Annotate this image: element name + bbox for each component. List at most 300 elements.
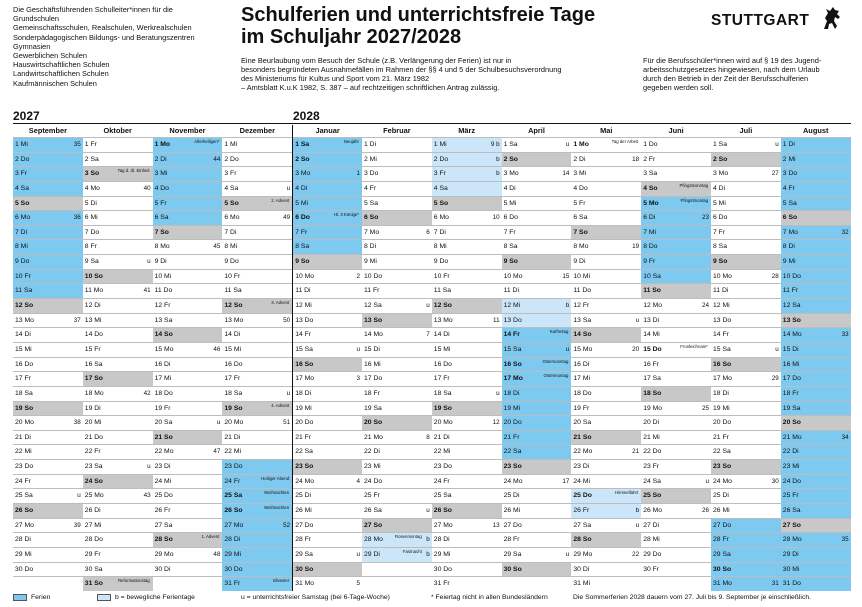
day-cell [222,210,292,225]
day-cell [222,225,292,240]
month-header: Juni [668,126,684,135]
day-cell [222,415,292,430]
day-cell [711,488,781,503]
day-cell [502,254,572,269]
day-marker: u [216,419,221,427]
day-label: 17 Mo [295,375,315,383]
day-label: 23 Mi [364,463,381,471]
day-label: 16 Mi [364,360,381,368]
day-cell [432,532,502,547]
intro-line: besonders begründeten Ausnahmefällen im Rahmen der §§ 4 und 5 der Schulbesuchsverordnung [241,65,562,75]
day-cell [432,269,502,284]
day-label: 9 Di [154,258,167,266]
day-cell [153,386,223,401]
addressee-line: Gymnasien [13,41,51,51]
day-cell [432,459,502,474]
day-label: 17 Mi [154,375,172,383]
day-label: 24 Mo [295,477,315,485]
week-number: 47 [213,448,221,456]
day-cell [711,444,781,459]
day-label: 25 So [643,492,662,500]
day-cell [153,239,223,254]
day-cell [222,269,292,284]
day-label: 2 So [295,155,310,163]
week-number: 48 [213,550,221,558]
day-cell [293,166,362,181]
week-number: 2 [356,272,360,280]
day-cell [362,386,432,401]
holiday-note: 3. Advent [271,300,290,306]
day-label: 17 So [84,375,103,383]
day-cell [432,474,502,489]
day-cell [571,196,641,211]
day-cell [711,152,781,167]
day-label: 21 Do [84,433,103,441]
berufs-note-line: Für die Berufsschüler*innen wird auf § 19 des Jugend- [643,56,822,65]
day-label: 29 Do [643,550,662,558]
day-cell [641,357,711,372]
year-divider-line [291,123,851,124]
week-number: 12 [492,419,500,427]
day-cell [362,225,432,240]
day-cell [13,488,83,503]
day-marker: u [635,316,640,324]
day-cell [362,576,432,591]
day-label: 21 Mo [364,433,383,441]
year-divider-line [13,123,291,124]
day-cell [362,532,432,547]
title-line-1: Schulferien und unterrichtsfreie Tage [241,4,596,26]
day-cell [711,532,781,547]
day-marker: b [426,536,430,544]
day-label: 26 Fr [573,507,590,515]
day-cell [222,503,292,518]
day-cell [571,327,641,342]
day-label: 11 Fr [364,287,380,295]
day-label: 25 Di [503,492,520,500]
week-number: 27 [771,170,779,178]
day-label: 23 Fr [643,463,660,471]
day-label: 14 Fr [503,331,520,339]
month-column-dezember [222,125,292,591]
day-cell [83,562,153,577]
day-label: 16 Sa [84,360,103,368]
month-header: April [528,126,545,135]
month-header: September [28,126,67,135]
week-number: 38 [73,419,81,427]
day-label: 8 Mo [154,243,170,251]
day-cell [153,430,223,445]
day-label: 27 Mo [433,521,453,529]
day-label: 15 Sa [713,345,731,353]
day-label: 1 Mo [154,141,171,148]
holiday-note: Silvester [272,578,290,584]
day-cell [571,152,641,167]
day-label: 5 So [15,199,30,207]
day-label: 25 Di [295,492,312,500]
day-marker: b [565,302,570,310]
day-label: 21 Fr [713,433,729,441]
holiday-note: Pfingstmontag [680,197,708,203]
day-cell [13,386,83,401]
day-label: 5 Di [84,199,97,207]
day-label: 9 Fr [643,258,656,266]
day-label: 26 Sa [782,507,801,515]
week-number: 29 [771,375,779,383]
week-number: 7 [426,331,430,339]
title-line-2: im Schuljahr 2027/2028 [241,26,462,48]
day-cell [781,327,851,342]
day-cell [502,239,572,254]
day-label: 24 Do [364,477,383,485]
day-label: 16 So [713,360,732,368]
week-number: 39 [73,521,81,529]
day-label: 1 Mi [433,141,447,148]
day-label: 12 Mi [713,302,730,310]
day-cell [83,386,153,401]
day-cell [432,283,502,298]
day-label: 1 Sa [713,141,727,148]
day-label: 27 Do [295,521,314,529]
day-cell [502,298,572,313]
day-label: 1 Fr [84,141,97,148]
day-label: 5 Sa [782,199,797,207]
day-cell [83,401,153,416]
day-cell [641,298,711,313]
day-cell [432,518,502,533]
legend-bewegliche: b = bewegliche Ferientage [115,594,195,601]
day-cell [641,313,711,328]
day-cell [83,474,153,489]
day-cell [222,254,292,269]
day-cell [571,298,641,313]
day-label: 14 So [154,331,173,339]
legend-swatch-ferien [13,594,27,601]
week-number: 51 [283,419,291,427]
day-cell [293,547,362,562]
day-cell [711,137,781,152]
day-cell [711,357,781,372]
day-label: 31 Do [782,580,801,588]
day-marker: u [286,184,291,192]
day-label: 29 Mo [573,550,593,558]
day-label: 24 Sa [643,477,661,485]
month-column-november [153,125,223,591]
day-cell [641,371,711,386]
day-cell [153,547,223,562]
day-cell [711,254,781,269]
day-cell [362,415,432,430]
day-label: 8 Mi [15,243,28,251]
day-cell [362,547,432,562]
day-label: 22 Sa [503,448,522,456]
day-label: 7 Fr [713,228,726,236]
week-number: 52 [283,521,291,529]
day-label: 25 Sa [433,492,452,500]
day-cell [781,298,851,313]
day-label: 17 Do [364,375,383,383]
holiday-note: 4. Advent [271,402,290,408]
day-cell [571,532,641,547]
holiday-note: Tag d. dt. Einheit [117,168,150,174]
day-label: 17 Mo [503,375,523,383]
day-label: 19 Di [84,404,101,412]
day-marker: b [496,170,500,178]
day-label: 17 Mi [573,375,591,383]
day-cell [222,518,292,533]
day-cell [293,298,362,313]
day-label: 9 Mi [782,258,796,266]
day-label: 11 Fr [782,287,799,295]
day-cell [83,196,153,211]
day-label: 27 Mo [15,521,34,529]
day-cell [502,313,572,328]
day-cell [222,371,292,386]
day-cell [571,547,641,562]
day-label: 30 Fr [643,565,660,573]
day-cell [13,459,83,474]
day-label: 27 So [782,521,801,529]
day-label: 30 Do [433,565,452,573]
day-cell [222,547,292,562]
day-cell [641,547,711,562]
day-cell [711,166,781,181]
legend [13,591,851,605]
day-label: 28 Do [84,536,103,544]
day-cell [502,196,572,211]
day-cell [781,444,851,459]
intro-text [241,56,613,92]
day-cell [362,166,432,181]
day-label: 30 So [503,565,522,573]
day-label: 3 Do [782,170,798,178]
day-cell [13,357,83,372]
day-cell [502,210,572,225]
day-label: 23 Mi [782,463,800,471]
day-label: 28 Mo [364,536,383,544]
day-label: 5 Mi [713,199,726,207]
day-cell [362,152,432,167]
day-label: 31 Mo [295,580,315,588]
day-label: 8 Mi [224,243,238,251]
day-label: 29 Sa [713,550,731,558]
day-cell [571,342,641,357]
week-number: 3 [356,375,360,383]
day-cell [153,415,223,430]
day-label: 1 Mi [15,141,28,148]
holiday-note: Heiliger Abend [261,475,290,481]
day-cell [641,269,711,284]
day-label: 31 Fr [224,580,241,588]
day-cell [432,562,502,577]
school-calendar [13,109,851,591]
addressee-line: Gemeinschaftsschulen, Realschulen, Werkrealschulen [13,23,192,33]
legend-samstag: u = unterrichtsfreier Samstag (bei 6-Tage-Woche) [241,594,390,601]
day-cell [293,342,362,357]
day-label: 19 Sa [782,404,801,412]
day-label: 7 Mo [364,228,380,236]
day-cell [502,444,572,459]
day-label: 25 Fr [364,492,380,500]
day-label: 13 Mo [15,316,34,324]
day-label: 18 Sa [15,389,33,397]
month-header: Oktober [103,126,132,135]
month-column-februar [362,125,432,591]
day-label: 2 Do [224,155,239,163]
day-label: 28 So [154,536,173,544]
holiday-note: Weihnachten [264,505,290,511]
day-cell [711,415,781,430]
day-cell [362,137,432,152]
day-label: 28 Fr [295,536,312,544]
day-label: 24 Mi [154,477,172,485]
day-label: 25 Fr [782,492,799,500]
day-cell [571,415,641,430]
day-label: 7 Mi [643,228,657,236]
day-label: 29 Mi [433,550,451,558]
day-label: 14 Fr [295,331,312,339]
day-label: 9 Do [224,258,239,266]
day-label: 7 So [573,228,588,236]
day-cell [153,444,223,459]
week-number: 13 [492,521,500,529]
day-marker: u [426,302,430,310]
day-cell [222,152,292,167]
day-label: 21 Di [224,433,241,441]
day-label: 13 So [782,316,801,324]
day-cell [13,225,83,240]
week-number: 8 [426,433,430,441]
day-label: 6 Do [713,214,728,222]
day-cell [711,181,781,196]
day-marker: u [565,345,570,353]
day-label: 23 Do [433,463,452,471]
day-cell [641,401,711,416]
day-label: 24 Mi [573,477,591,485]
day-label: 22 Mo [573,448,593,456]
month-header: Juli [739,126,753,135]
day-label: 12 So [15,302,34,310]
day-cell [293,313,362,328]
day-cell [362,459,432,474]
week-number: 43 [143,492,151,500]
day-cell [293,488,362,503]
week-number: 15 [562,272,570,280]
day-cell [153,166,223,181]
day-label: 3 Mo [503,170,519,178]
day-cell [153,298,223,313]
day-label: 8 Mi [433,243,447,251]
day-cell [432,342,502,357]
day-label: 7 Fr [503,228,516,236]
day-cell [13,283,83,298]
day-label: 1 Sa [503,141,518,148]
day-label: 18 Do [573,389,592,397]
day-label: 8 Sa [713,243,727,251]
day-cell [432,357,502,372]
day-cell [571,166,641,181]
page-title [241,4,661,48]
intro-line: Eine Beurlaubung vom Besuch der Schule (z.B. Verlängerung der Ferien) ist nur in [241,56,512,65]
day-label: 4 Sa [224,184,239,192]
day-cell [502,386,572,401]
day-label: 10 Do [364,272,383,280]
day-cell [222,444,292,459]
day-label: 14 Di [433,331,450,339]
day-cell [153,313,223,328]
day-marker: u [147,258,151,266]
day-label: 4 Sa [15,184,29,192]
berufsschule-note [643,56,853,92]
day-cell [641,430,711,445]
day-label: 22 Mo [154,448,174,456]
day-cell [432,196,502,211]
day-label: 20 So [364,419,383,427]
month-column-mai [571,125,641,591]
day-cell [153,269,223,284]
day-marker: u [775,345,779,353]
day-label: 19 So [224,404,243,412]
day-label: 28 Fr [713,536,729,544]
day-cell [432,430,502,445]
legend-swatch-bewegliche [97,594,111,601]
day-cell [83,298,153,313]
day-label: 2 Mi [364,155,377,163]
day-cell [13,430,83,445]
day-cell [83,371,153,386]
day-marker: u [565,141,570,148]
day-label: 9 So [503,258,518,266]
day-cell [432,401,502,416]
day-label: 20 Sa [573,419,592,427]
day-cell [13,298,83,313]
day-label: 7 Do [84,228,100,236]
day-label: 15 Mi [224,345,242,353]
day-label: 19 Mi [503,404,521,412]
day-label: 15 Di [782,345,799,353]
day-label: 11 Do [154,287,173,295]
berufs-note-line: gegeben werden soll. [643,83,714,93]
day-label: 8 Do [643,243,658,251]
day-label: 13 So [364,316,383,324]
day-cell [153,342,223,357]
month-header: Januar [315,126,340,135]
day-label: 18 Di [295,389,312,397]
day-label: 29 Fr [84,550,101,558]
day-label: 30 Do [15,565,34,573]
day-label: 24 Fr [224,477,241,485]
day-label: 22 Di [364,448,380,456]
day-cell [13,503,83,518]
week-number: 36 [73,214,81,222]
holiday-note: Allerheiligen* [194,139,220,144]
day-cell [13,547,83,562]
day-cell [153,225,223,240]
day-label: 13 Do [503,316,522,324]
day-cell [641,152,711,167]
day-label: 14 Di [15,331,31,339]
day-cell [432,488,502,503]
day-cell [13,532,83,547]
day-cell [13,166,83,181]
day-label: 16 Di [154,360,171,368]
day-cell [781,518,851,533]
day-cell [571,503,641,518]
day-cell [293,386,362,401]
day-label: 19 Mo [643,404,663,412]
day-cell [502,488,572,503]
day-cell [293,254,362,269]
